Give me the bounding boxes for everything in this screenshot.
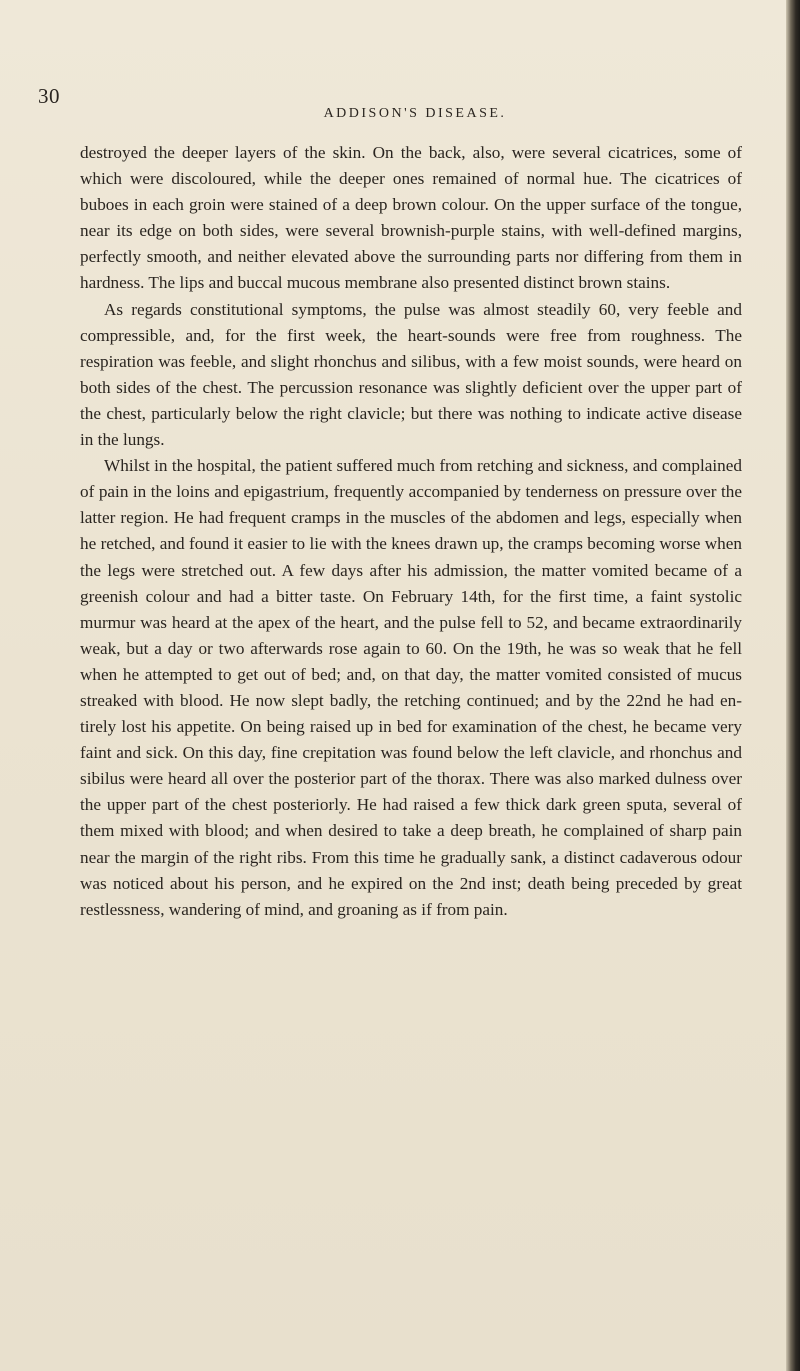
running-title: ADDISON'S DISEASE. — [323, 106, 507, 121]
paragraph-1: destroyed the deeper layers of the skin. On the back, also, were several cicatrices, some of which were discoloured, while the deeper ones remained of normal hue. The cicatrices of buboes in each groin were stained of a deep brown colour. On the upper surface of the tongue, near its edge on both sides, were several brownish-purple stains, with well-defined margins, perfectly smooth, and neither elevated above the surrounding parts nor differing from them in hardness. The lips and buccal mucous membrane also presented distinct brown stains. — [80, 143, 742, 293]
page-number: 30 — [38, 84, 60, 108]
binding-edge — [786, 0, 800, 1371]
paragraph-3: Whilst in the hospital, the patient suffered much from retching and sickness, and complained of pain in the loins and epigastrium, frequently accompanied by tenderness on pressure over the latter region. He had frequent cramps in the muscles of the abdomen and legs, especially when he retched, and found it easier to lie with the knees drawn up, the cramps becoming worse when the legs were stretched out. A few days after his admission, the matter vomited became of a greenish colour and had a bitter taste. On February 14th, for the first time, a faint systolic murmur was heard at the apex of the heart, and the pulse fell to 52, and became extraordinarily weak, but a day or two afterwards rose again to 60. On the 19th, he was so weak that he fell when he attempted to get out of bed; and, on that day, the matter vomited consisted of mucus streaked with blood. He now slept badly, the retching continued; and by the 22nd he had entirely lost his appetite. On being raised up in bed for examination of the chest, he became very faint and sick. On this day, fine crepitation was found below the left clavicle, and rhonchus and sibilus were heard all over the posterior part of the thorax. There was also marked dulness over the upper part of the chest posteriorly. He had raised a few thick dark green sputa, several of them mixed with blood; and when desired to take a deep breath, he complained of sharp pain near the margin of the right ribs. From this time he gradually sank, a distinct cadaverous odour was noticed about his person, and he expired on the 2nd inst; death being preceded by great restlessness, wandering of mind, and groaning as if from pain. — [80, 456, 742, 919]
body-text — [80, 140, 742, 923]
paragraph-2: As regards constitutional symptoms, the pulse was almost steadily 60, very feeble and compressible, and, for the first week, the heart-sounds were free from roughness. The respiration was feeble, and slight rhonchus and silibus, with a few moist sounds, were heard on both sides of the chest. The percussion resonance was slightly deficient over the upper part of the chest, particularly below the right clavicle; but there was nothing to indicate active disease in the lungs. — [80, 299, 742, 450]
